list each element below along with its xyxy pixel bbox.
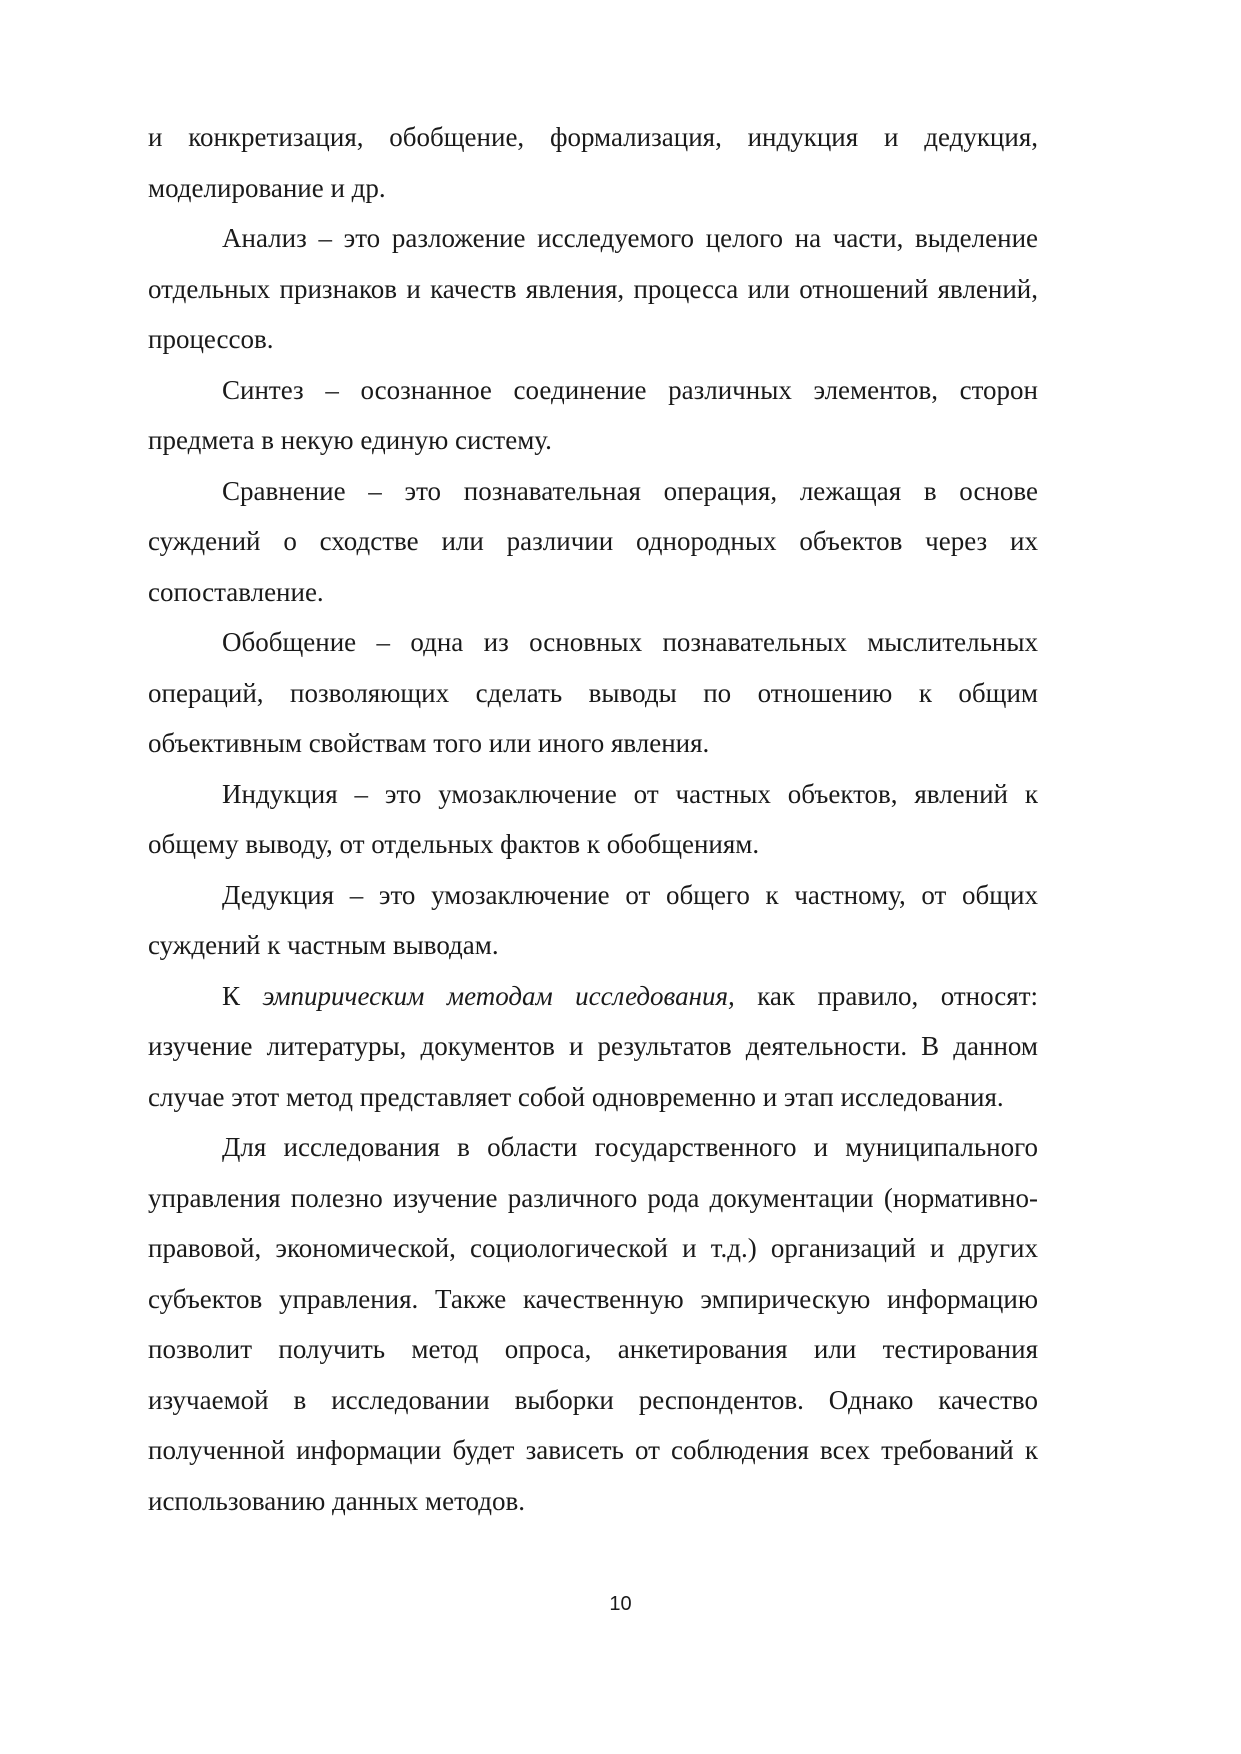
paragraph-comparison: Сравнение – это познавательная операция, лежащая в основе суждений о сходстве или различии однородных объектов через их сопоставление.: [148, 475, 1038, 607]
paragraph-documentation: Для исследования в области государственного и муниципального управления полезно изучение различного рода документации (нормативно-правовой, экономической, социологической и т.д.) организаций и других субъектов управления. Также качественную эмпирическую информацию позволит получить метод опроса, анкетирования или тестирования изучаемой в исследовании выборки респондентов. Однако качество полученной информации будет зависеть от соблюдения всех требований к использованию данных методов.: [148, 1132, 1038, 1516]
emphasis-empirical-methods: эмпирическим методам исследования,: [262, 980, 735, 1011]
page-number: 10: [609, 1593, 632, 1615]
paragraph-empirical-rest: как правило, относят: изучение литературы, документов и результатов деятельности. В данном случае этот метод представляет собой одновременно и этап исследования.: [148, 980, 1039, 1112]
paragraph-synthesis: Синтез – осознанное соединение различных элементов, сторон предмета в некую единую систему.: [148, 374, 1038, 455]
paragraph-empirical-methods: [148, 971, 1038, 1123]
paragraph-deduction: Дедукция – это умозаключение от общего к частному, от общих суждений к частным выводам.: [148, 879, 1038, 960]
body-text: [148, 112, 1038, 1526]
paragraph-generalization: Обобщение – одна из основных познавательных мыслительных операций, позволяющих сделать выводы по отношению к общим объективным свойствам того или иного явления.: [148, 627, 1038, 758]
paragraph-induction: Индукция – это умозаключение от частных объектов, явлений к общему выводу, от отдельных фактов к обобщениям.: [148, 778, 1038, 859]
paragraph-analysis: Анализ – это разложение исследуемого целого на части, выделение отдельных признаков и качеств явления, процесса или отношений явлений, процессов.: [148, 223, 1038, 354]
paragraph-empirical-lead: К: [222, 980, 263, 1011]
paragraph-continuation: и конкретизация, обобщение, формализация, индукция и дедукция, моделирование и др.: [148, 122, 1038, 203]
